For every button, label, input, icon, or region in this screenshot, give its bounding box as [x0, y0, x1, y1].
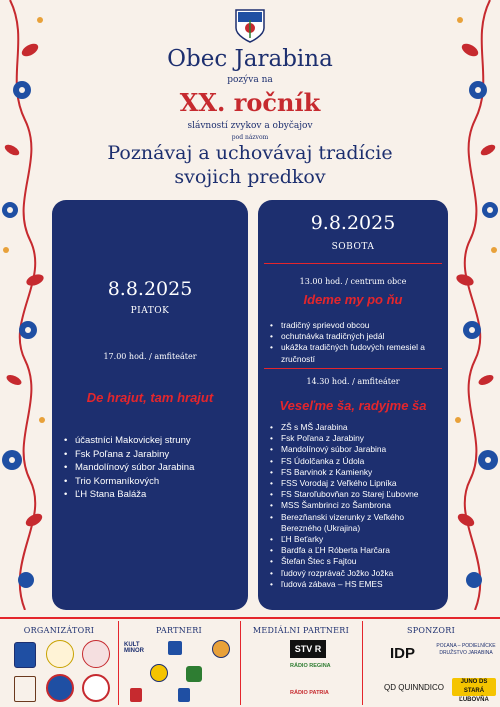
list-item: • FS Staroľubovňan zo Starej Ľubovne — [270, 489, 442, 500]
radio-regina-logo: RÁDIO REGINA — [290, 663, 331, 669]
list-item: • Mandolínový súbor Jarabina — [64, 461, 194, 475]
theme-title-line2: svojich predkov — [174, 166, 326, 188]
organizer-logo — [46, 640, 74, 668]
idp-logo: IDP — [390, 645, 416, 662]
list-item: • Bardfa a ĽH Róberta Harčara — [270, 545, 442, 556]
under-name-text: pod názvom — [231, 134, 269, 141]
folk-ornament-right — [440, 0, 500, 610]
invites-text: pozýva na — [227, 75, 273, 85]
list-item: • ĽH Stana Baláža — [64, 488, 194, 502]
saturday-event-1-title: Ideme my po ňu — [303, 292, 403, 307]
list-item: • ukážka tradičných ľudových remesiel a zručností — [270, 342, 442, 364]
divider — [264, 263, 442, 264]
friday-performers-list — [64, 434, 194, 502]
list-item: • ZŠ s MŠ Jarabina — [270, 422, 442, 433]
organizer-logo — [46, 674, 74, 702]
list-item: • ľudový rozprávač Jožko Jožka — [270, 568, 442, 579]
edition-title: XX. ročník — [179, 88, 321, 117]
list-item: • účastníci Makovickej struny — [64, 434, 194, 448]
festival-subtitle: slávností zvykov a obyčajov — [187, 121, 313, 131]
village-title: Obec Jarabina — [167, 46, 333, 72]
juno-ds-logo: JUNO DS STARÁ ĽUBOVŇA — [452, 678, 496, 696]
deer-logo — [14, 676, 36, 702]
folk-ornament-left — [0, 0, 60, 610]
divider — [264, 368, 442, 369]
list-item: • MSS Šambrinci zo Šambrona — [270, 500, 442, 511]
friday-event-title: De hrajut, tam hrajut — [86, 390, 214, 405]
list-item: • Mandolínový súbor Jarabina — [270, 444, 442, 455]
friday-program-panel — [52, 200, 248, 610]
organizer-logo — [82, 674, 110, 702]
list-item: • ĽH Beťarky — [270, 534, 442, 545]
partner-logo — [150, 664, 168, 682]
partner-logo — [178, 688, 190, 702]
friday-date: 8.8.2025 — [107, 278, 193, 300]
polana-cooperative-text: POĽANA – PODIELNÍCKE DRUŽSTVO JARABINA — [436, 643, 496, 656]
saturday-program-list-1 — [270, 320, 442, 365]
theme-title-line1: Poznávaj a uchovávaj tradície — [107, 142, 393, 164]
saturday-day: SOBOTA — [331, 242, 375, 252]
saturday-time-1: 13.00 hod. / centrum obce — [299, 277, 407, 286]
footer-divider — [0, 617, 500, 619]
saturday-date: 9.8.2025 — [310, 212, 396, 234]
list-item: • Berezňanski vizerunky z Veľkého Berezného (Ukrajina) — [270, 512, 442, 534]
list-item: • Trio Kormaníkových — [64, 475, 194, 489]
saturday-program-list-2 — [270, 422, 442, 590]
village-crest-icon — [234, 8, 266, 44]
list-item: • FSS Vorodaj z Veľkého Lipníka — [270, 478, 442, 489]
list-item: • ochutnávka tradičných jedál — [270, 331, 442, 342]
organizer-crest-logo — [14, 642, 36, 668]
list-item: • FS Údolčanka z Údola — [270, 456, 442, 467]
partner-logo — [168, 641, 182, 655]
quinndico-logo: QD QUINNDICO — [384, 683, 444, 692]
list-item: • FS Barvinok z Kamienky — [270, 467, 442, 478]
saturday-time-2: 14.30 hod. / amfiteáter — [306, 377, 400, 386]
partners-heading: PARTNERI — [155, 626, 203, 635]
friday-day: PIATOK — [130, 306, 170, 316]
list-item: • ľudová zábava – HS EMES — [270, 579, 442, 590]
saturday-program-panel — [258, 200, 448, 610]
list-item: • tradičný sprievod obcou — [270, 320, 442, 331]
organizer-logo — [82, 640, 110, 668]
saturday-event-2-title: Veseľme ša, radyjme ša — [279, 398, 427, 413]
partner-logo — [186, 666, 202, 682]
list-item: • Fsk Poľana z Jarabiny — [270, 433, 442, 444]
sponsors-heading: SPONZORI — [406, 626, 456, 635]
stvr-logo: STV R — [290, 640, 326, 658]
partner-logo — [130, 688, 142, 702]
partner-logo — [212, 640, 230, 658]
friday-time: 17.00 hod. / amfiteáter — [103, 352, 197, 361]
list-item: • Fsk Poľana z Jarabiny — [64, 448, 194, 462]
organizers-heading: ORGANIZÁTORI — [23, 626, 95, 635]
list-item: • Štefan Štec s Fajtou — [270, 556, 442, 567]
kult-minor-logo: KULT MINOR — [124, 642, 144, 654]
radio-patria-logo: RÁDIO PATRIA — [290, 690, 329, 696]
media-partners-heading: MEDIÁLNI PARTNERI — [252, 626, 350, 635]
